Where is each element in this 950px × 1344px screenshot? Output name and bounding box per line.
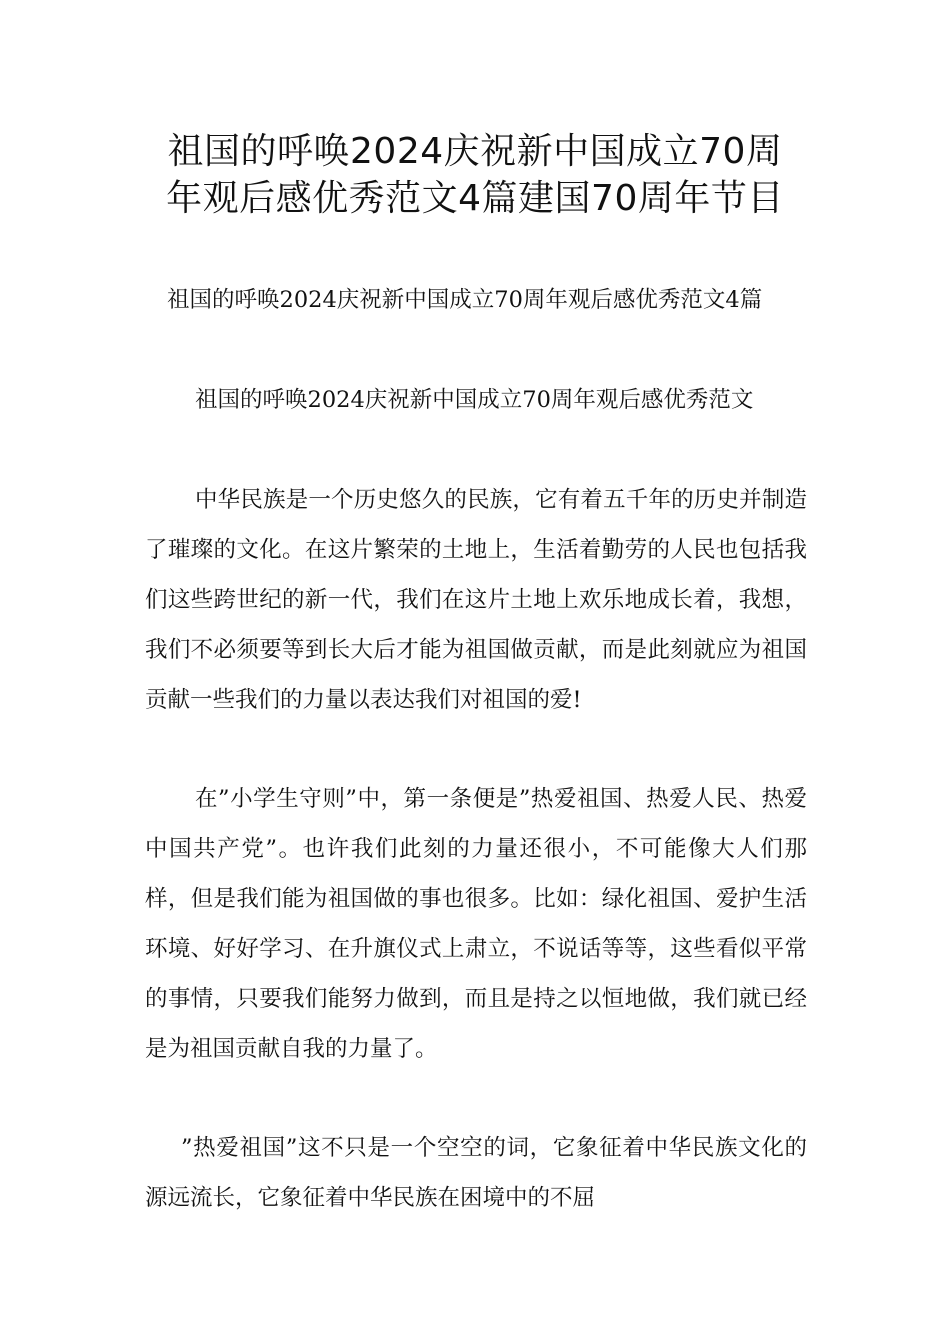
- paragraph-body-1: 中华民族是一个历史悠久的民族，它有着五千年的历史并制造了璀璨的文化。在这片繁荣的土地上，生活着勤劳的人民也包括我们这些跨世纪的新一代，我们在这片土地上欢乐地成长着，我想，我们不必须要等到长大后才能为祖国做贡献，而是此刻就应为祖国贡献一些我们的力量以表达我们对祖国的爱!: [145, 487, 807, 713]
- paragraph-heading: 祖国的呼唤2024庆祝新中国成立70周年观后感优秀范文: [195, 387, 754, 413]
- title-line-2: 年观后感优秀范文4篇建国70周年节目: [166, 178, 784, 219]
- paragraph-body-2: 在”小学生守则”中，第一条便是”热爱祖国、热爱人民、热爱中国共产党”。也许我们此刻的力量还很小，不可能像大人们那样，但是我们能为祖国做的事也很多。比如：绿化祖国、爱护生活环境、好好学习、在升旗仪式上肃立，不说话等等，这些看似平常的事情，只要我们能努力做到，而且是持之以恒地做，我们就已经是为祖国贡献自我的力量了。: [145, 786, 807, 1062]
- paragraph-body-3: ”热爱祖国”这不只是一个空空的词，它象征着中华民族文化的源远流长，它象征着中华民族在困境中的不屈: [145, 1135, 807, 1211]
- document-title: [130, 128, 820, 222]
- title-line-1: 祖国的呼唤2024庆祝新中国成立70周: [167, 131, 783, 172]
- paragraph-subtitle: 祖国的呼唤2024庆祝新中国成立70周年观后感优秀范文4篇: [167, 287, 763, 313]
